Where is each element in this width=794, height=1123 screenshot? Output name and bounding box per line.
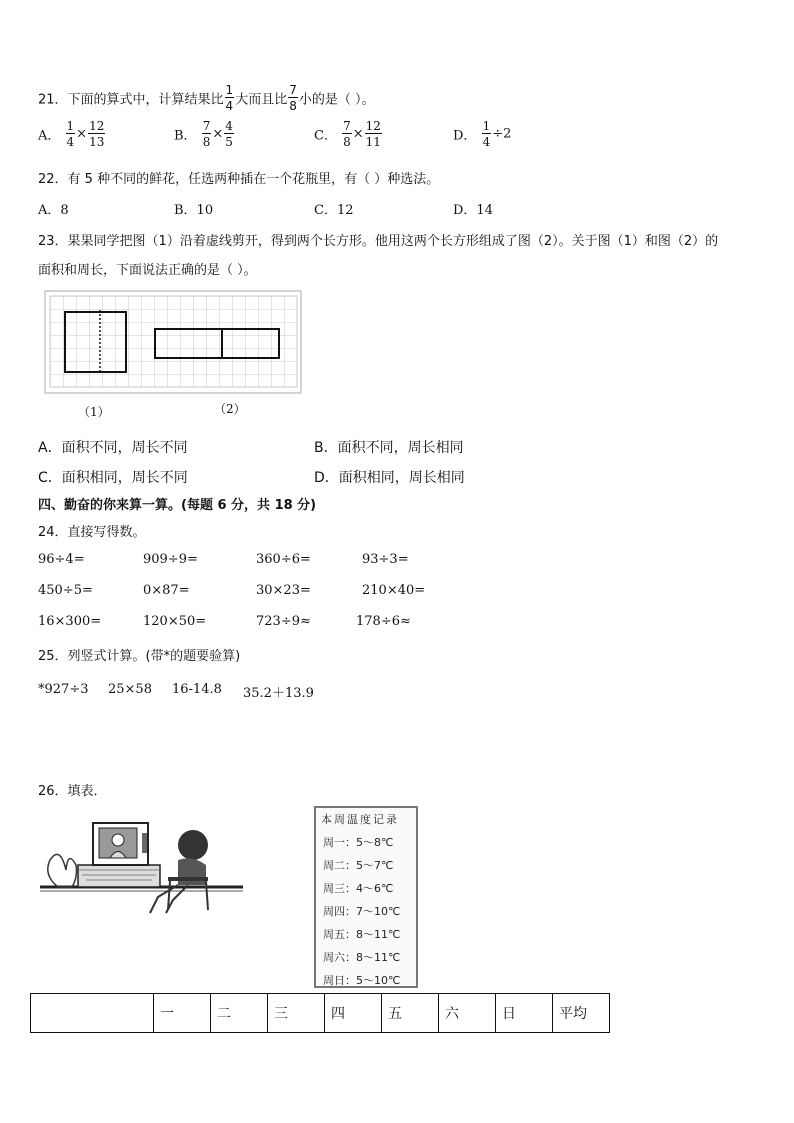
- fraction-numerator: 7: [343, 119, 351, 133]
- fraction-denominator: 8: [343, 135, 351, 149]
- table-cell[interactable]: 日: [496, 994, 553, 1033]
- q25-item: *927÷3: [38, 682, 89, 697]
- card-line: 周日：5～10℃: [323, 974, 401, 987]
- q24-item: 360÷6=: [256, 552, 311, 567]
- fraction-denominator: 8: [202, 135, 211, 149]
- figure1-label: （1）: [78, 405, 110, 419]
- q23-option-b: B．面积不同，周长相同: [314, 440, 464, 456]
- q24-stem: 24．直接写得数。: [38, 525, 146, 540]
- q21-stem-fraction-2: [288, 84, 298, 112]
- q24-item: 909÷9=: [143, 552, 198, 567]
- figure2-label: （2）: [214, 402, 246, 416]
- q21-option-b: [174, 120, 235, 148]
- option-letter: D．: [453, 128, 477, 144]
- fraction-numerator: 12: [365, 119, 381, 133]
- fraction-denominator: 4: [66, 135, 75, 149]
- option-operator: ×: [76, 126, 88, 142]
- q21-option-d: [453, 120, 511, 148]
- q22-option-d: D．14: [453, 203, 493, 218]
- q22-option-a: A．8: [38, 203, 69, 218]
- card-line: 周二：5～7℃: [323, 859, 394, 872]
- table-cell[interactable]: 三: [268, 994, 325, 1033]
- fraction-denominator: 4: [225, 99, 234, 113]
- table-cell[interactable]: 五: [382, 994, 439, 1033]
- q23-stem-line2: 面积和周长，下面说法正确的是（ ）。: [38, 263, 257, 278]
- option-operator: ×: [352, 126, 364, 142]
- q21-stem-fraction-1: [225, 84, 235, 112]
- q21-option-a: [38, 120, 106, 148]
- fraction-denominator: 13: [89, 135, 105, 149]
- fraction-numerator: 12: [89, 119, 105, 133]
- q25-item: 25×58: [108, 682, 152, 697]
- q23-stem-line1: 23．果果同学把图（1）沿着虚线剪开，得到两个长方形。他用这两个长方形组成了图（2）。关于图（1）和图（2）的: [38, 234, 719, 249]
- q22-option-b: B．10: [174, 203, 214, 218]
- table-cell[interactable]: 六: [439, 994, 496, 1033]
- fraction-numerator: 7: [289, 83, 297, 97]
- fraction-denominator: 5: [225, 135, 233, 149]
- grid-background: [50, 296, 297, 387]
- q24-item: 93÷3=: [362, 552, 409, 567]
- q23-option-d: D．面积相同，周长相同: [314, 470, 465, 486]
- table-cell[interactable]: 二: [211, 994, 268, 1033]
- q23-option-a: A．面积不同，周长不同: [38, 440, 188, 456]
- option-fraction: [66, 120, 76, 148]
- option-fraction: [88, 120, 105, 148]
- temperature-table: [30, 993, 610, 1033]
- option-fraction: [202, 120, 212, 148]
- table-cell[interactable]: 平均: [553, 994, 610, 1033]
- table-row: [31, 994, 610, 1033]
- section-4-title: 四、勤奋的你来算一算。(每题 6 分，共 18 分): [38, 498, 317, 513]
- card-line: 周四：7～10℃: [323, 905, 401, 918]
- option-letter: B．: [174, 128, 197, 144]
- q21-stem-text-b: 大而且比: [235, 92, 288, 108]
- card-title: 本周温度记录: [321, 813, 399, 826]
- table-cell[interactable]: 一: [154, 994, 211, 1033]
- q24-item: 178÷6≈: [356, 614, 411, 629]
- q24-item: 450÷5=: [38, 583, 93, 598]
- fraction-numerator: 7: [202, 119, 211, 133]
- q22-option-c: C．12: [314, 203, 354, 218]
- q25-item: 35.2＋13.9: [243, 686, 314, 701]
- q26-stem: 26．填表．: [38, 784, 107, 799]
- q21-stem-text-c: 小的是（ ）。: [298, 92, 375, 108]
- q22-stem: 22．有 5 种不同的鲜花，任选两种插在一个花瓶里，有（ ）种选法。: [38, 172, 440, 187]
- option-letter: A．: [38, 128, 61, 144]
- option-fraction: [342, 120, 352, 148]
- q24-item: 30×23=: [256, 583, 311, 598]
- fraction-numerator: 1: [66, 119, 75, 133]
- option-operator: ÷2: [492, 126, 512, 142]
- q23-option-c: C．面积相同，周长不同: [38, 470, 188, 486]
- option-fraction: [365, 120, 382, 148]
- table-cell[interactable]: 四: [325, 994, 382, 1033]
- q25-stem: 25．列竖式计算。(带*的题要验算): [38, 649, 241, 664]
- q24-item: 120×50=: [143, 614, 207, 629]
- card-line: 周五：8～11℃: [323, 928, 401, 941]
- q21-stem-text-a: 21．下面的算式中，计算结果比: [38, 92, 224, 108]
- card-line: 周六：8～11℃: [323, 951, 401, 964]
- option-operator: ×: [212, 126, 224, 142]
- q21-stem: [38, 84, 374, 112]
- q24-item: 16×300=: [38, 614, 102, 629]
- option-letter: C．: [314, 128, 337, 144]
- option-fraction: [224, 120, 234, 148]
- fraction-numerator: 1: [482, 119, 491, 133]
- q21-option-c: [314, 120, 383, 148]
- card-line: 周一：5～8℃: [323, 836, 394, 849]
- fraction-numerator: 1: [225, 83, 234, 97]
- q24-item: 96÷4=: [38, 552, 85, 567]
- q23-grid-figure: [44, 290, 304, 396]
- fraction-denominator: 8: [289, 99, 297, 113]
- temperature-record-card: [314, 806, 418, 988]
- fraction-denominator: 4: [482, 135, 491, 149]
- q24-item: 0×87=: [143, 583, 190, 598]
- card-line: 周三：4～6℃: [323, 882, 394, 895]
- q25-item: 16-14.8: [172, 682, 222, 697]
- q24-item: 210×40=: [362, 583, 426, 598]
- option-fraction: [482, 120, 492, 148]
- q24-item: 723÷9≈: [256, 614, 311, 629]
- child-watching-tv-illustration: [38, 815, 248, 915]
- fraction-numerator: 4: [225, 119, 233, 133]
- fraction-denominator: 11: [365, 135, 381, 149]
- table-cell[interactable]: [31, 994, 154, 1033]
